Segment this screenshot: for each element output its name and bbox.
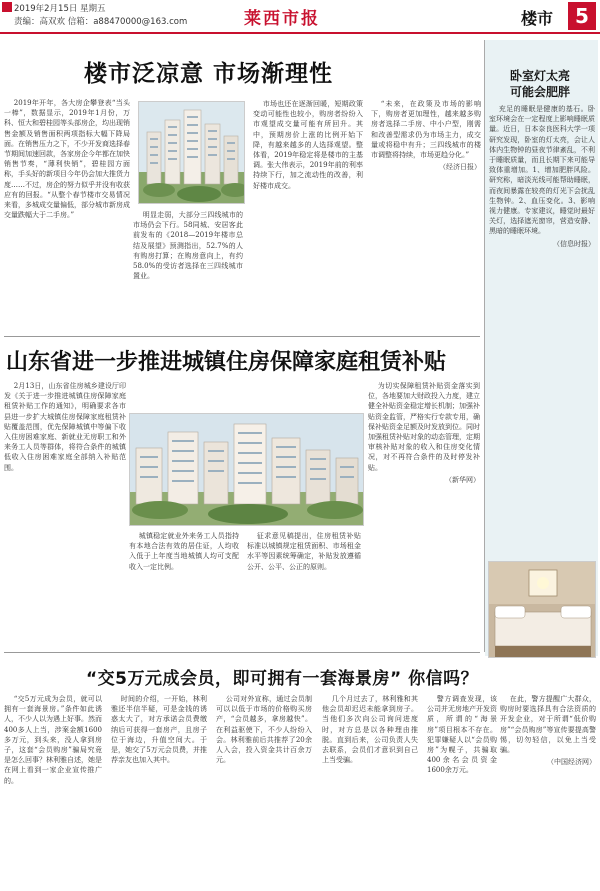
article3-col3-text: 公司对外宣称，通过会员制可以以低于市场的价格购买房产，“会员越多，拿房越快”。在利益驱使下，不少人纷纷入会。林利雅前后共推荐了20余人入会，投入资金共计百余万元。 (216, 695, 312, 765)
sidebar-headline-line1: 卧室灯太亮 (509, 69, 570, 83)
article1-col4-text: “未来，在政策及市场的影响下，购房者更加理性，越来越多购房者选择二手房、中小户型，刚需和改善型需求仍为市场主力，成交量或将稳中有升；三四线城市的楼市调整将持续，市场更趋分化。” (371, 100, 481, 160)
article1-source: （经济日报） (439, 163, 481, 172)
article3-col1-text: “交5万元成为会员，就可以拥有一套海景房。”条件如此诱人，不少人以为遇上好事。然而400多人上当，涉案金额1600多万元，到头来，没人拿到房子，这套“会员购房”骗局究竟是怎么回事？林利雅自述，她是在网上看到一家企业宣传推广的。 (4, 695, 102, 785)
article2-col4-text: 为切实保障租赁补贴资金落实到位，各地要加大财政投入力度，建立健全补贴资金稳定增长机制；加强补贴资金监管，严格实行专款专用，确保补贴资金足额及时发放到位。同时加强租赁补贴对象的动态管理，定期审核补贴对象的收入和住房变化情况，对不再符合条件的及时停发补贴。 (368, 382, 480, 472)
article2-source: （新华网） (445, 475, 480, 484)
article2-column-2 (129, 531, 239, 613)
sidebar-body-text: 充足的睡眠是健康的基石。卧室环境会在一定程度上影响睡眠质量。近日，日本奈良医科大学一项研究发现，卧室的灯太亮，会让人体内生物钟的昼夜节律紊乱，不利于睡眠质量，而且长期下来可能导致体重增加。1、增加肥胖风险。研究称，暗淡光线可能帮助睡眠，而夜间暴露在较亮的灯光下会扰乱生物钟。2、血压变化。3、影响视力健康。专家建议，睡觉时最好关灯，选择遮光窗帘，营造安静、黑暗的睡眠环境。 (489, 105, 595, 236)
article1-column-1 (4, 98, 130, 330)
article1-col1-text: 2019年开年，各大房企攀登表“当头一棒”，数据显示，2019年1月份，万科、恒大和碧桂园等头部房企，均出现销售金额及销售面积两项指标大幅下降局面。在销售压力之下，不少开发商选择春节期间加速回款，各家房企今年都在加快销售节奏，“薄利快销”，碧桂园方面称，手头好的新项目今年仍会加大推货力度……不过，房企的努力似乎并没有收获应有的回报。“从整个春节楼市交易情况来看，多城成交量偏低，部分城市新房成交量跌幅大于二手房。” (4, 99, 130, 220)
masthead-info (14, 3, 187, 28)
divider-article1 (4, 336, 480, 337)
residential-towers-photo (138, 101, 245, 204)
page-number: 5 (568, 2, 596, 30)
article2-column-1 (4, 381, 126, 611)
article1-col2-text: 明显走弱，大部分三四线城市的市场仍会下行。58同城、安居客此前发布的《2018—2019年楼市总结及展望》预测指出，52.7%的人有购房打算；在购房意向上，有约58.0%的受访者选择在三四线城市置业。 (133, 211, 243, 281)
article2-col2-text: 城镇稳定就业外来务工人员指持有本地合法有效的居住证，人均收入低于上年度当地城镇人均可支配收入一定比例。 (129, 532, 239, 571)
sidebar-bedroom-photo (488, 561, 596, 658)
sidebar-source: （信息时报） (553, 239, 595, 248)
article3-column-6 (500, 694, 596, 889)
article3-column-5 (427, 694, 497, 889)
paper-name: 莱西市报 (244, 9, 320, 29)
article2-column-4 (368, 381, 480, 615)
article3-col4-text: 几个月过去了，林利雅和其他会员却迟迟未能拿到房子。当他们多次向公司询问进度时，对方总是以各种理由推脱。直到后来，公司负责人失去联系，会员们才意识到自己上当受骗。 (322, 695, 418, 765)
article2-headline: 山东省进一步推进城镇住房保障家庭租赁补贴 (6, 350, 447, 375)
shandong-housing-photo (129, 413, 364, 526)
article2-column-3 (247, 531, 361, 613)
sidebar-headline-line2: 可能会肥胖 (509, 85, 570, 99)
article3-column-4 (322, 694, 418, 889)
masthead-logo-mark (2, 2, 12, 12)
article1-column-3 (253, 99, 363, 306)
masthead-editor: 责编：高双欢 信箱：a88470000@163.com (14, 17, 188, 27)
article1-headline: 楼市泛凉意 市场渐理性 (84, 61, 334, 87)
masthead (0, 0, 600, 34)
masthead-date: 2019年2月15日 星期五 (14, 4, 106, 14)
masthead-rule (0, 32, 600, 34)
article3-col6-text: 在此，警方提醒广大群众，购房时要选择具有合法资质的开发企业，对于所谓“低价购房”“会员购房”等宣传要提高警惕，切勿轻信，以免上当受骗。 (500, 695, 596, 755)
article2-col3-text: 征求意见稿提出，住房租赁补贴标准以城镇规定租赁面积、市场租金水平等因素统筹确定，补贴发放遵循公开、公平、公正的原则。 (247, 532, 361, 571)
divider-article2 (4, 652, 480, 653)
article2-col1-text: 2月13日，山东省住房城乡建设厅印发《关于进一步推进城镇住房保障家庭租赁补贴工作的通知》，明确要求各市县进一步扩大城镇住房保障家庭租赁补贴覆盖范围，优先保障城镇中等偏下收入住房困难家庭、新就业无房职工和外来务工人员等群体，将符合条件的城镇低收入住房困难家庭全部纳入补贴范围。 (4, 382, 126, 472)
article3-column-2 (111, 694, 207, 889)
article3-column-1 (4, 694, 102, 889)
article3-headline: “交5万元成会员，即可拥有一套海景房” 你信吗？ (86, 669, 479, 689)
article3-source: （中国经济网） (547, 758, 596, 767)
article1-column-4 (371, 99, 481, 306)
article1-column-2 (133, 210, 243, 306)
article3-col5-text: 警方调查发现，该公司并无房地产开发资质，所谓的“海景房”项目根本不存在。犯罪嫌疑人以“会员购房”为幌子，共骗取400余名会员资金1600余万元。 (427, 695, 497, 775)
sidebar-body (489, 104, 595, 550)
article3-col2-text: 时间的介绍，一开始，林利雅还半信半疑，可是金钱的诱惑太大了，对方承诺会员费缴纳后可获得一套房产，且房子位于海边，升值空间大。于是，她交了5万元会员费，并推荐亲友也加入其中。 (111, 695, 207, 765)
section-title: 楼市 (521, 9, 554, 28)
article3-column-3 (216, 694, 312, 889)
article1-col3-text: 市场也还在逐渐回暖，短期政策变动可能性也较小，购房者纷纷入市观望成交量可能有所回升。其中，预期房价上涨的比例开始下降，有越来越多的人选择观望。整体看，2019年稳定将是楼市的主基调。张大伟表示，2019年前的利率持续下行，加之流动性的改善，利好楼市成交。 (253, 100, 363, 190)
sidebar-headline (484, 68, 596, 100)
